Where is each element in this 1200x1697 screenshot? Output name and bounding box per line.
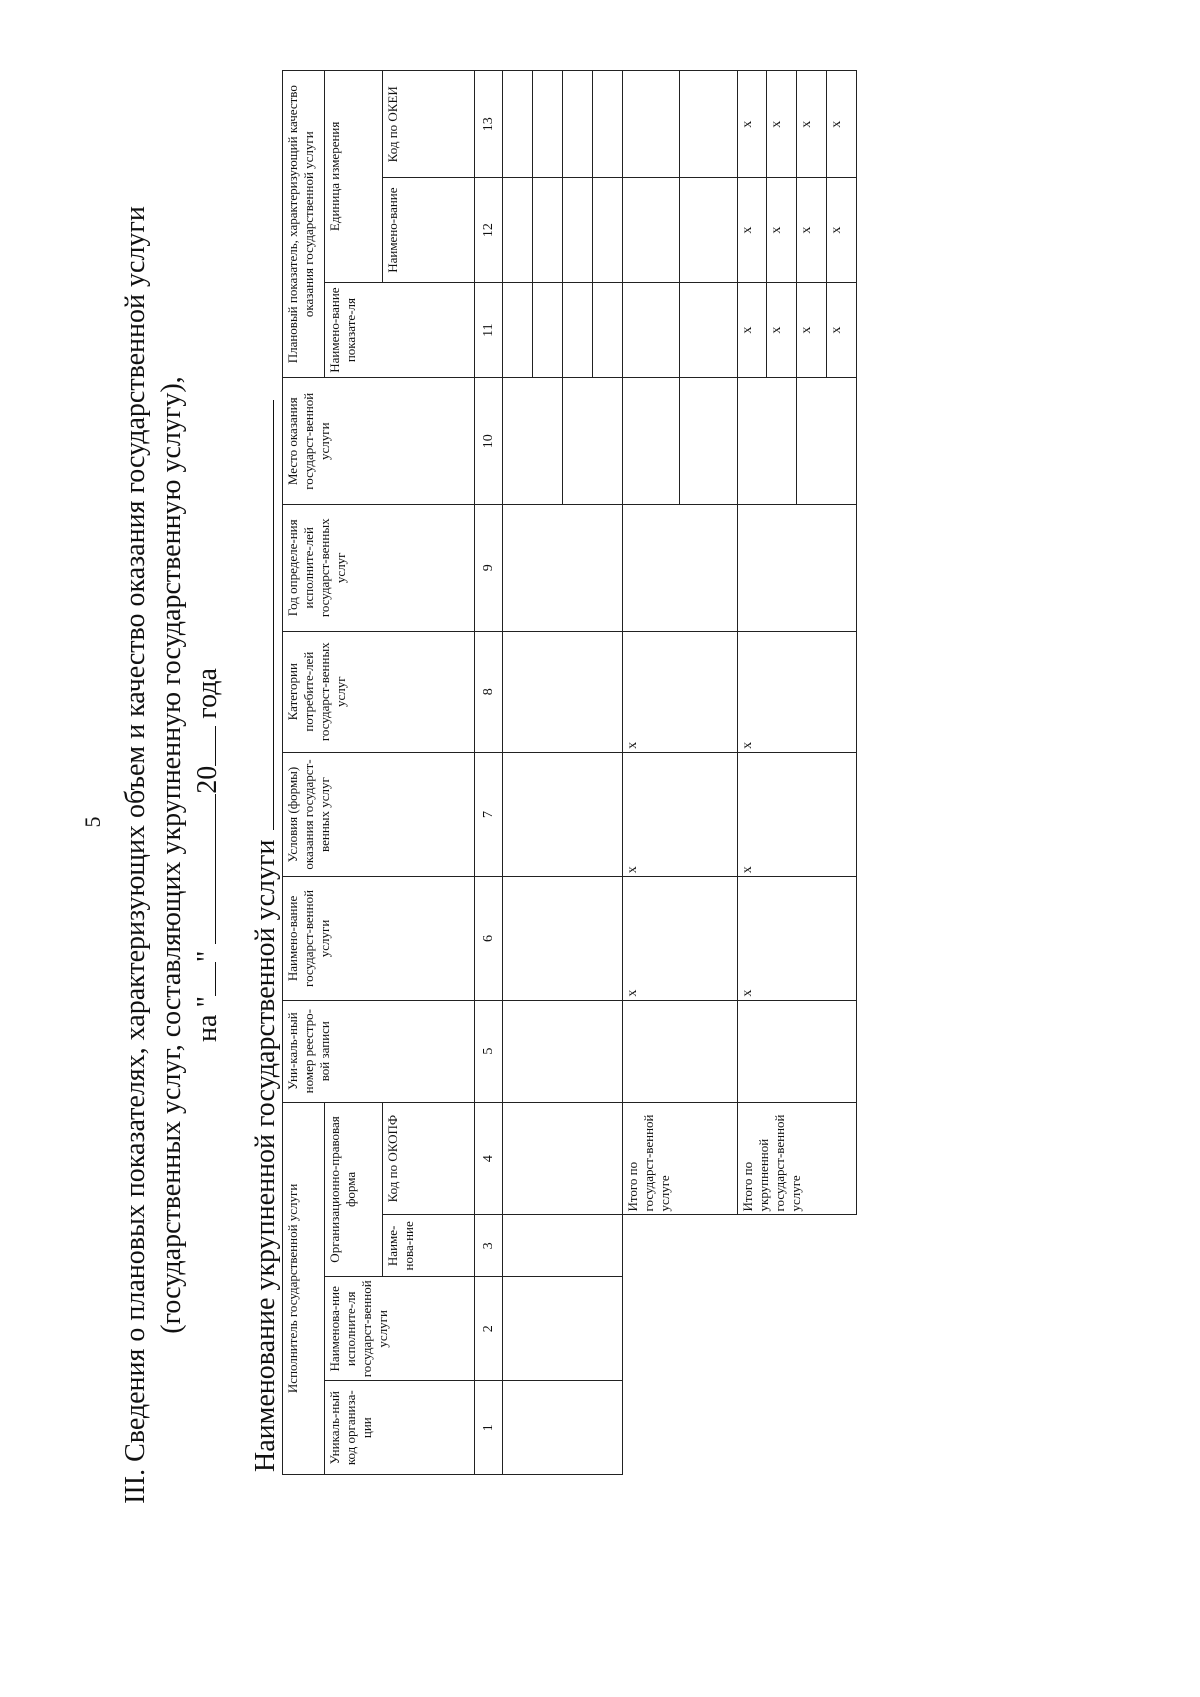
- table-cell: [737, 505, 856, 632]
- x-mark: x: [797, 71, 827, 179]
- table-cell: [622, 282, 679, 378]
- table-cell: [503, 1381, 622, 1475]
- table-cell: [622, 71, 679, 179]
- x-mark: x: [767, 178, 797, 282]
- blank-area: [767, 1215, 797, 1475]
- table-cell: [592, 178, 622, 282]
- header-place: Место оказания государст-венной услуги: [283, 378, 475, 505]
- x-mark: x: [737, 178, 767, 282]
- date-quote: ": [192, 950, 223, 963]
- table-cell: [503, 505, 622, 632]
- header-conditions: Условия (формы) оказания государст-венных услуг: [283, 752, 475, 876]
- col-number-1: 1: [474, 1381, 503, 1475]
- x-mark: x: [827, 178, 857, 282]
- table-cell: [503, 282, 533, 378]
- table-cell: [503, 71, 533, 179]
- blank-area: [622, 1215, 679, 1475]
- col-number-6: 6: [474, 877, 503, 1000]
- x-mark: x: [797, 178, 827, 282]
- table-cell: [680, 282, 737, 378]
- header-service-name: Наимено-вание государст-венной услуги: [283, 877, 475, 1000]
- col-number-5: 5: [474, 1000, 503, 1102]
- day-blank: [191, 962, 216, 996]
- table-cell: [737, 378, 797, 505]
- x-mark: x: [737, 631, 856, 752]
- table-cell: [503, 631, 622, 752]
- table-cell: [533, 282, 563, 378]
- planned-indicators-table: [282, 70, 857, 1475]
- col-number-13: 13: [474, 71, 503, 179]
- blank-area: [797, 1215, 827, 1475]
- total-service-label: Итого по государст-венной услуге: [622, 1102, 737, 1215]
- table-cell: [503, 877, 622, 1000]
- table-cell: [680, 378, 737, 505]
- title-line-1: III. Сведения о плановых показателях, характеризующих объем и качество оказания государственной услуги: [120, 206, 151, 1504]
- service-name-label: Наименование укрупненной государственной услуги: [250, 839, 281, 1472]
- table-cell: [680, 178, 737, 282]
- col-number-2: 2: [474, 1277, 503, 1381]
- header-unit-name: Наимено-вание: [382, 178, 474, 282]
- x-mark: x: [827, 282, 857, 378]
- col-number-3: 3: [474, 1215, 503, 1277]
- col-number-4: 4: [474, 1102, 503, 1215]
- x-mark: x: [767, 71, 797, 179]
- header-org-legal-form: Организационно-правовая форма: [325, 1102, 382, 1276]
- table-cell: [533, 71, 563, 179]
- table-cell: [622, 1000, 737, 1102]
- table-cell: [622, 178, 679, 282]
- header-okei: Код по ОКЕИ: [382, 71, 474, 179]
- table-cell: [503, 1000, 622, 1102]
- table-cell: [680, 71, 737, 179]
- table-cell: [622, 505, 737, 632]
- header-executor-name: Наименова-ние исполните-ля государст-венной услуги: [325, 1277, 474, 1381]
- blank-area: [827, 1215, 857, 1475]
- month-blank: [191, 794, 216, 944]
- table-cell: [503, 1102, 622, 1215]
- table-cell: [563, 282, 593, 378]
- x-mark: x: [797, 282, 827, 378]
- table-cell: [533, 178, 563, 282]
- table-cell: [563, 71, 593, 179]
- service-name-line: [248, 252, 284, 1472]
- service-name-blank: [249, 400, 274, 830]
- title-date-line: [190, 155, 226, 1555]
- col-number-11: 11: [474, 282, 503, 378]
- col-number-9: 9: [474, 505, 503, 632]
- table-cell: [622, 378, 679, 505]
- x-mark: x: [622, 631, 737, 752]
- x-mark: x: [622, 752, 737, 876]
- header-planned-indicator: Плановый показатель, характеризующий качество оказания государственной услуги: [283, 71, 325, 378]
- header-executor: Исполнитель государственной услуги: [283, 1102, 325, 1474]
- date-prefix: на ": [192, 996, 223, 1042]
- col-number-10: 10: [474, 378, 503, 505]
- table-cell: [503, 1277, 622, 1381]
- header-indicator-name: Наимено-вание показате-ля: [325, 282, 474, 378]
- table-cell: [737, 1000, 856, 1102]
- header-registry-number: Уни-каль-ный номер реестро-вой записи: [283, 1000, 475, 1102]
- table-cell: [503, 378, 563, 505]
- x-mark: x: [827, 71, 857, 179]
- table-cell: [503, 1215, 622, 1277]
- header-year-determination: Год определе-ния исполните-лей государст-венных услуг: [283, 505, 475, 632]
- table-cell: [592, 282, 622, 378]
- table-cell: [503, 752, 622, 876]
- col-number-7: 7: [474, 752, 503, 876]
- year-blank: [191, 726, 216, 766]
- date-suffix: года: [192, 668, 223, 719]
- col-number-12: 12: [474, 178, 503, 282]
- col-number-8: 8: [474, 631, 503, 752]
- header-org-form-name: Наиме-нова-ние: [382, 1215, 474, 1277]
- table-cell: [563, 378, 623, 505]
- total-enlarged-label: Итого по укрупненной государст-венной услуге: [737, 1102, 856, 1215]
- x-mark: x: [767, 282, 797, 378]
- title-line-2: (государственных услуг, составляющих укрупненную государственную услугу),: [156, 376, 187, 1334]
- x-mark: x: [737, 71, 767, 179]
- x-mark: x: [737, 752, 856, 876]
- header-consumer-categories: Категории потребите-лей государст-венных услуг: [283, 631, 475, 752]
- year-prefix: 20: [192, 765, 223, 794]
- table-cell: [563, 178, 593, 282]
- page-number: 5: [80, 816, 105, 828]
- x-mark: x: [622, 877, 737, 1000]
- section-title: [118, 155, 226, 1555]
- x-mark: x: [737, 877, 856, 1000]
- header-unit: Единица измерения: [325, 71, 382, 283]
- table-cell: [592, 71, 622, 179]
- table-cell: [503, 178, 533, 282]
- blank-area: [737, 1215, 767, 1475]
- blank-area: [680, 1215, 737, 1475]
- x-mark: x: [737, 282, 767, 378]
- header-unique-code: Уникаль-ный код организа-ции: [325, 1381, 474, 1475]
- header-okopf: Код по ОКОПФ: [382, 1102, 474, 1215]
- table-cell: [797, 378, 857, 505]
